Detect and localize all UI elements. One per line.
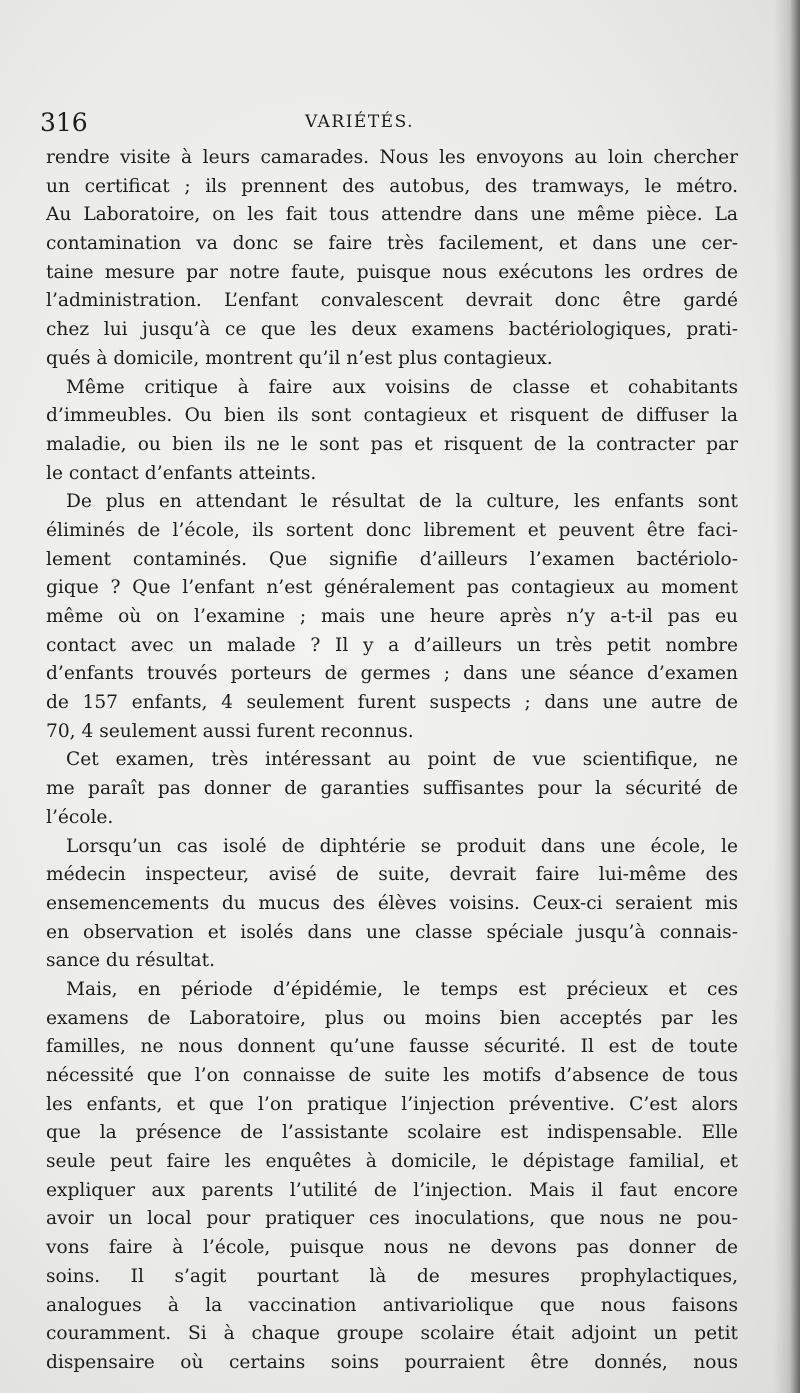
- text-line: Cet examen, très intéressant au point de vue scientifique, ne: [66, 749, 738, 771]
- text-line: vons faire à l’école, puisque nous ne devons pas donner de: [46, 1237, 738, 1259]
- text-line: l’école.: [46, 806, 114, 828]
- text-line: même où on l’examine ; mais une heure après n’y a-t-il pas eu: [46, 606, 738, 627]
- text-line: qués à domicile, montrent qu’il n’est plus contagieux.: [46, 347, 553, 369]
- text-line: Mais, en période d’épidémie, le temps est précieux et ces: [66, 978, 738, 1000]
- text-line: chez lui jusqu’à ce que les deux examens bactériologiques, prati-: [46, 319, 738, 341]
- text-line: que la présence de l’assistante scolaire est indispensable. Elle: [46, 1122, 738, 1144]
- text-line: Même critique à faire aux voisins de classe et cohabitants: [66, 376, 738, 398]
- text-line: Au Laboratoire, on les fait tous attendre dans une même pièce. La: [46, 204, 738, 226]
- text-line: 70, 4 seulement aussi furent reconnus.: [46, 720, 414, 742]
- text-line: nécessité que l’on connaisse de suite les motifs d’absence de tous: [46, 1065, 738, 1086]
- text-line: gique ? Que l’enfant n’est généralement pas contagieux au moment: [46, 577, 738, 599]
- text-line: éliminés de l’école, ils sortent donc librement et peuvent être faci-: [46, 519, 738, 541]
- page-header: [40, 108, 740, 142]
- text-line: contact avec un malade ? Il y a d’ailleurs un très petit nombre: [46, 634, 738, 656]
- text-line: taine mesure par notre faute, puisque nous exécutons les ordres de: [46, 261, 738, 283]
- text-line: dispensaire où certains soins pourraient être donnés, nous: [46, 1351, 738, 1373]
- text-line: d’enfants trouvés porteurs de germes ; dans une séance d’examen: [46, 663, 738, 685]
- text-line: l’administration. L’enfant convalescent devrait donc être gardé: [46, 290, 738, 312]
- text-line: le contact d’enfants atteints.: [46, 462, 317, 484]
- text-line: ensemencements du mucus des élèves voisins. Ceux-ci seraient mis: [46, 892, 738, 914]
- text-line: me paraît pas donner de garanties suffisantes pour la sécurité de: [46, 778, 738, 800]
- text-line: en observation et isolés dans une classe spéciale jusqu’à connais-: [46, 921, 738, 943]
- text-line: Lorsqu’un cas isolé de diphtérie se produit dans une école, le: [66, 835, 738, 857]
- running-head: VARIÉTÉS.: [305, 112, 415, 132]
- text-line: médecin inspecteur, avisé de suite, devrait faire lui-même des: [46, 864, 738, 886]
- text-line: maladie, ou bien ils ne le sont pas et risquent de la contracter par: [46, 433, 738, 455]
- text-line: couramment. Si à chaque groupe scolaire était adjoint un petit: [46, 1323, 738, 1345]
- text-line: un certificat ; ils prennent des autobus, des tramways, le métro.: [46, 175, 738, 197]
- text-line: analogues à la vaccination antivariolique que nous faisons: [46, 1294, 738, 1316]
- text-line: expliquer aux parents l’utilité de l’injection. Mais il faut encore: [46, 1179, 738, 1201]
- text-line: rendre visite à leurs camarades. Nous les envoyons au loin chercher: [46, 147, 738, 168]
- text-line: De plus en attendant le résultat de la culture, les enfants sont: [66, 491, 738, 513]
- text-line: examens de Laboratoire, plus ou moins bien acceptés par les: [46, 1007, 738, 1029]
- text-line: soins. Il s’agit pourtant là de mesures prophylactiques,: [46, 1265, 738, 1287]
- text-line: de 157 enfants, 4 seulement furent suspects ; dans une autre de: [46, 692, 738, 714]
- text-line: lement contaminés. Que signifie d’ailleurs l’examen bactériolo-: [46, 548, 738, 570]
- body-text: [46, 144, 738, 1378]
- text-line: d’immeubles. Ou bien ils sont contagieux et risquent de diffuser la: [46, 405, 738, 427]
- text-line: les enfants, et que l’on pratique l’injection préventive. C’est alors: [46, 1093, 738, 1115]
- text-line: seule peut faire les enquêtes à domicile, le dépistage familial, et: [46, 1151, 738, 1173]
- text-line: sance du résultat.: [46, 950, 216, 972]
- text-line: avoir un local pour pratiquer ces inoculations, que nous ne pou-: [46, 1208, 738, 1230]
- text-line: familles, ne nous donnent qu’une fausse sécurité. Il est de toute: [46, 1036, 738, 1058]
- page-number: 316: [40, 108, 88, 137]
- binding-shadow: [774, 0, 800, 1393]
- text-line: contamination va donc se faire très facilement, et dans une cer-: [46, 233, 738, 255]
